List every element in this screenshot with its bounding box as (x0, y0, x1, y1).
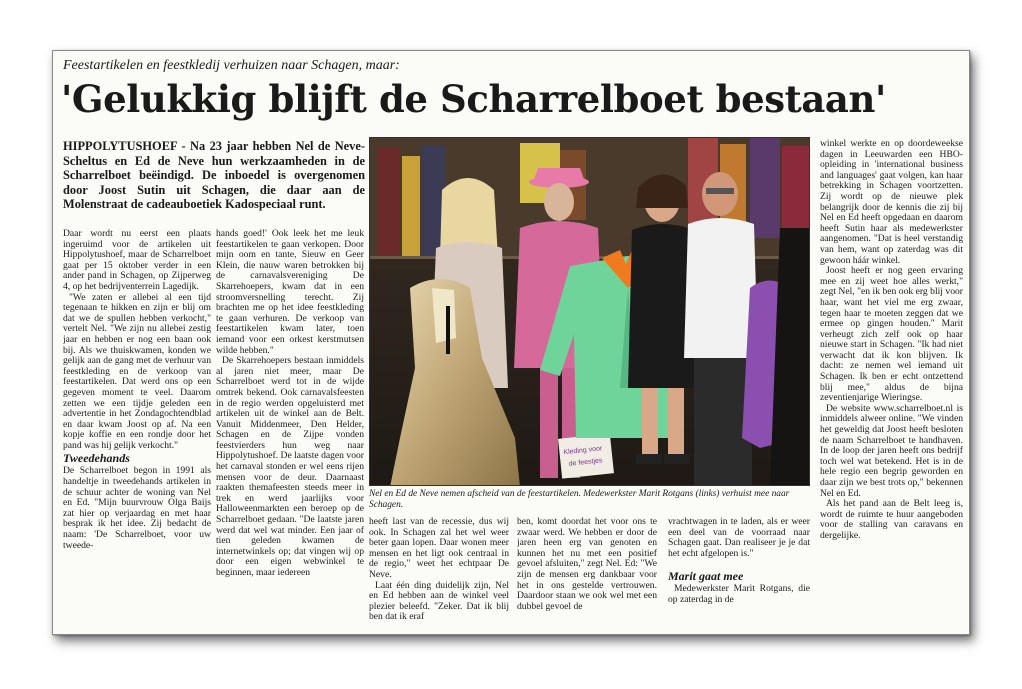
photo-sign-text: Kleding voor (563, 445, 603, 457)
paragraph: De Scharrelboet begon in 1991 als handeltje in tweedehands artikelen in de schuur achter de woning van Nel en Ed. "Mijn buurvrouw Olga Baijs zat hier op verjaardag en met haar besprak ik het idee. Zij bedacht de naam: 'De Scharrelboet, voor uw tweede- (63, 465, 211, 551)
paragraph: Laat één ding duidelijk zijn, Nel en Ed hebben aan de winkel veel plezier beleefd. "Zeker. Dat ik blij ben dat ik eraf (369, 579, 509, 623)
article-kicker: Feestartikelen en feestkledij verhuizen naar Schagen, maar: (63, 58, 400, 73)
article-photo (369, 137, 810, 486)
photo-illustration (370, 138, 810, 486)
paragraph: heeft last van de recessie, dus wij ook. In Schagen zal het wel weer beter gaan lopen. Daar wonen meer mensen en het ligt ook centraal in de regio," weet het echtpaar De Neve. (369, 517, 509, 580)
paragraph: De website www.scharrelboet.nl is inmiddels alweer online. "We vinden het geweldig dat Joost heeft besloten de naam Scharrelboet te handhaven. In de loop der jaren heeft ons bedrijf toch wel wat betekend. Het is in de hele regio een begrip geworden en daar zijn we best trots op," bekennen Nel en Ed. (820, 402, 963, 499)
paragraph: Joost heeft er nog geen ervaring mee en zij weet hoe alles werkt," zegt Nel, "en ik ben ook erg blij voor haar, want het viel me erg zwaar, tegen haar te moeten zeggen dat we ermee op gingen houden." Marit verheugt zich zelf ook op haar nieuwe start in Schagen. "Ik had niet verwacht dat ik kon blijven. Ik dacht: ze nemen wel iemand uit Schagen. Ik ben er echt ontzettend blij mee," aldus de bijna zeventienjarige Wieringse. (820, 265, 963, 404)
paragraph: Als het pand aan de Belt leeg is, wordt de ruimte te huur aangeboden voor de stalling van caravans en dergelijke. (820, 498, 963, 541)
newspaper-clipping (52, 50, 970, 635)
subheading-marit-gaat-mee: Marit gaat mee (668, 569, 744, 584)
text-column-5 (668, 517, 810, 627)
article-lead: HIPPOLYTUSHOEF - Na 23 jaar hebben Nel de Neve-Scheltus en Ed de Neve hun werkzaamheden in de Scharrelboet beëindigd. De inboedel is overgenomen door Joost Sutin uit Schagen, die daar aan de Molenstraat de cadeauboetiek Kadospeciaal runt. (63, 139, 365, 212)
paragraph: hands goed!' Ook leek het me leuk feestartikelen te gaan verkopen. Door mijn oom en tante, Sieuw en Geer Klein, die nauw waren betrokken bij de carnavalsvereniging De Skarrehoepers, kwam dat in een stroomversnelling terecht. Zij brachten me op het idee feestkleding te gaan verhuren. De verkoop van feestartikelen kwam later, toen iemand voor een orkest kerstmutsen wilde hebben." (216, 229, 364, 356)
paragraph: "We zaten er allebei al een tijd tegenaan te hikken en zijn er blij om dat we de spullen hebben verkocht," vertelt Nel. "We zijn nu allebei zestig jaar en hebben er nog een baan ook bij. Als we thuiskwamen, konden we gelijk aan de gang met de verhuur van feestkleding en de verkoop van feestartikelen. Dat werd ons op een gegeven moment te veel. Daarom zetten we een tijdje geleden een advertentie in het Zondagochtendblad en daar kwam Joost op af. Na een kopje koffie en een rondje door het pand was hij gelijk verkocht." (63, 291, 211, 451)
article-headline: 'Gelukkig blijft de Scharrelboet bestaan' (61, 77, 886, 121)
text-column-1 (63, 229, 211, 627)
paragraph: De Skarrehoepers bestaan inmiddels al jaren niet meer, maar De Scharrelboet werd tot in de wijde omtrek bekend. Ook carnavalsfeesten in de regio werden opgeluisterd met artikelen uit de winkel aan de Belt. Vanuit Middenmeer, Den Helder, Schagen en de Zijpe vonden feestvierders hun weg naar Hippolytushoef. De laatste dagen voor het carnaval stonden er wel eens rijen mensen voor de deur. Daarnaast raakten themafeesten steeds meer in trek en werd jaarlijks voor Halloweenmarkten een beroep op de Scharrelboet gedaan. "De laatste jaren werd dat wel wat minder. Een jaar of tien geleden kwamen de internetwinkels op; dat vingen wij op door een eigen webwinkel te beginnen, maar iedereen (216, 355, 364, 578)
subheading-tweedehands: Tweedehands (63, 451, 130, 466)
text-column-2 (216, 229, 364, 627)
photo-caption: Nel en Ed de Neve nemen afscheid van de feestartikelen. Medewerkster Marit Rotgans (links) verhuist mee naar Schagen. (369, 489, 790, 510)
paragraph: winkel werkte en op doordeweekse dagen in Leeuwarden een HBO-opleiding in 'international business and languages' gaat volgen, kan haar betrekking in Schagen voortzetten. Zij wordt op de nieuwe plek belangrijk door de kennis die zij bij Nel en Ed heeft opgedaan en daarom heeft Sutin haar als medewerkster aangenomen. "Dat is heel verstandig van hem, want op zaterdag was dit gewoon háár winkel. (820, 139, 963, 266)
paragraph: Daar wordt nu eerst een plaats ingeruimd voor de artikelen uit Hippolytushoef, maar de Scharrelboet gaat per 15 oktober verder in een ander pand in Schagen, op Zijperweg 4, op het bedrijventerrein Lagedijk. (63, 229, 211, 292)
paragraph: ben, komt doordat het voor ons te zwaar werd. We hebben er door de jaren heen erg van genoten en kunnen het nu met een positief gevoel afsluiten," zegt Nel. Ed: "We zijn de mensen erg dankbaar voor het in ons gestelde vertrouwen. Daardoor staan we ook wel met een dubbel gevoel de (517, 517, 657, 612)
text-column-6 (820, 139, 963, 627)
text-column-3 (369, 517, 509, 627)
text-column-4 (517, 517, 657, 627)
paragraph: vrachtwagen in te laden, als er weer een deel van de voorraad naar Schagen gaat. Dan realiseer je je dat het echt afgelopen is." (668, 517, 810, 559)
paragraph: Medewerkster Marit Rotgans, die op zaterdag in de (668, 583, 810, 605)
photo-sign-text: de feestjes (568, 457, 603, 468)
